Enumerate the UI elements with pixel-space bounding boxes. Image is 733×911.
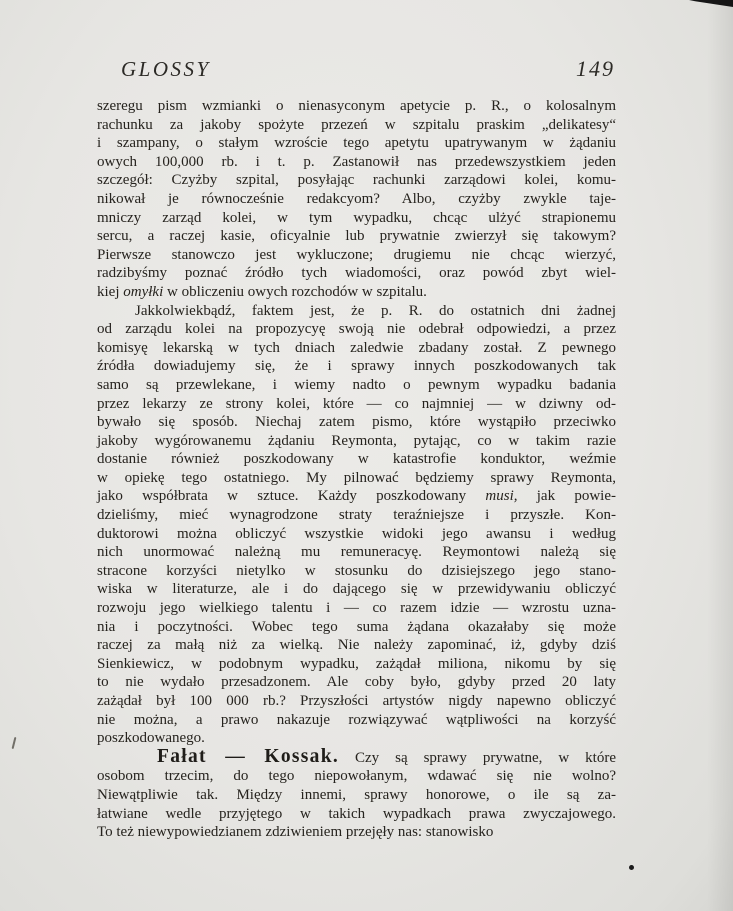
body-text: nikował je równocześnie redakcyom? Albo, czyżby zwykle taje- [97, 190, 616, 207]
entry-heading: Fałat — Kossak. [157, 745, 340, 767]
body-text: i szampany, o stałym wzroście tego apetytu upatrywanym w żądaniu [97, 135, 616, 152]
text-block [97, 97, 616, 842]
text-line [97, 134, 616, 153]
body-text: przez lekarzy ze strony kolei, które — co najmniej — w dziwny od- [97, 395, 616, 412]
body-text: sercu, a raczej kasie, oficyalnie lub prywatnie zwierzył się takowym? [97, 228, 616, 245]
text-line [97, 302, 616, 321]
text-line [97, 283, 616, 302]
text-line [97, 227, 616, 246]
body-text: poszkodowanego. [97, 730, 205, 747]
text-line [97, 209, 616, 228]
body-text: zażądał był 100 000 rb.? Przyszłości artystów nigdy napewno obliczyć [97, 693, 616, 709]
text-line [97, 805, 616, 824]
emphasis-text: musi, [485, 488, 518, 505]
text-line [97, 767, 616, 786]
body-text: jak powie- [517, 488, 616, 505]
text-line [97, 506, 616, 525]
body-text: rachunku za jakoby spożyte przezeń w szpitalu praskim „delikatesy“ [97, 116, 616, 133]
body-text: w obliczeniu owych rozchodów w szpitalu. [163, 283, 427, 300]
body-text: bywało się sposób. Niechaj zatem pismo, które wystąpiło przeciwko [97, 414, 616, 431]
pen-mark-artifact [12, 737, 17, 749]
text-line [97, 786, 616, 805]
body-text: od zarządu kolei na propozycyę swoją nie odebrał odpowiedzi, a przez [97, 321, 616, 338]
text-line [97, 171, 616, 190]
body-text: owych 100,000 rb. i t. p. Zastanowił nas przedewszystkiem jeden [97, 153, 616, 170]
text-line [97, 469, 616, 488]
text-line [97, 432, 616, 451]
body-text: samo są przewlekane, i wiemy nadto o pewnym wypadku badania [97, 376, 616, 393]
body-text: źródła dowiadujemy się, że i sprawy innych poszkodowanych tak [97, 358, 616, 375]
text-line [97, 320, 616, 339]
text-line [97, 339, 616, 358]
text-line [97, 413, 616, 432]
body-text: osobom trzecim, do tego niepowołanym, wdawać się nie wolno? [97, 768, 616, 785]
body-text: Czy są sprawy prywatne, w które [339, 749, 616, 766]
body-text: dzieliśmy, mieć wynagrodzone straty teraźniejsze i przyszłe. Kon- [97, 507, 616, 524]
body-text: nia i poczytności. Wobec tego suma żądana okazałaby się może [97, 618, 616, 635]
text-line [97, 599, 616, 618]
text-line [97, 450, 616, 469]
text-line [97, 580, 616, 599]
body-text: Jakkolwiekbądź, faktem jest, że p. R. do ostatnich dni żadnej [135, 302, 616, 319]
body-text: Pierwsze stanowczo jest wykluczone; drugiemu nie chcąc wierzyć, [97, 246, 616, 263]
text-line [97, 357, 616, 376]
text-line [97, 395, 616, 414]
body-text: mniczy zarząd kolei, w tym wypadku, chcąc ulżyć strapionemu [97, 209, 616, 226]
text-line [97, 745, 616, 768]
text-line [97, 655, 616, 674]
body-text: szeregu pism wzmianki o nienasyconym apetycie p. R., o kolosalnym [97, 98, 616, 114]
text-line [97, 525, 616, 544]
text-line [97, 618, 616, 637]
body-text: stracone korzyści nietylko w stosunku do dzisiejszego jego stano- [97, 562, 616, 579]
body-text: to nie wydało przesadzonem. Ale coby było, gdyby przed 20 laty [97, 674, 616, 691]
emphasis-text: omyłki [123, 283, 164, 300]
body-text: kiej [97, 283, 124, 300]
body-text: w opiekę tego ostatniego. My pilnować będziemy sprawy Reymonta, [97, 469, 616, 486]
text-line [97, 264, 616, 283]
ink-dot-artifact [629, 865, 634, 870]
body-text: szczegół: Czyżby szpital, posyłając rachunki zarządowi kolei, komu- [97, 172, 616, 189]
text-line [97, 562, 616, 581]
text-line [97, 153, 616, 172]
body-text: łatwiane wedle przyjętego w takich wypadkach prawa zwyczajowego. [97, 805, 616, 822]
text-line [97, 376, 616, 395]
text-line [97, 246, 616, 265]
text-line [97, 823, 616, 842]
body-text: radzibyśmy poznać źródło tych wiadomości, oraz powód zbyt wiel- [97, 265, 616, 282]
text-line [97, 692, 616, 711]
text-line [97, 673, 616, 692]
text-line [97, 190, 616, 209]
body-text: To też niewypowiedzianem zdziwieniem przejęły nas: stanowisko [97, 824, 494, 841]
body-text: jako współbrata w sztuce. Każdy poszkodowany [97, 488, 486, 505]
paragraph [97, 745, 616, 842]
body-text: duktorowi można obliczyć wszystkie widoki jego awansu i według [97, 525, 616, 542]
text-line [97, 711, 616, 730]
body-text: raczej za małą niż za wielką. Nie należy zapominać, iż, gdyby dziś [97, 637, 616, 654]
body-text: wiska w literaturze, ale i do dającego się w przewidywaniu obliczyć [97, 581, 616, 598]
running-head [121, 56, 615, 82]
text-line [97, 543, 616, 562]
body-text: dostanie również poszkodowany w katastrofie konduktor, weźmie [97, 451, 616, 468]
body-text: komisyę lekarską w tych dniach zaledwie zbadany został. Z pewnego [97, 339, 616, 356]
body-text: Sienkiewicz, w podobnym wypadku, zażądał miliona, nikomu by się [97, 655, 616, 672]
page-title: GLOSSY [121, 57, 211, 81]
body-text: Niewątpliwie tak. Między innemi, sprawy honorowe, o ile są za- [97, 786, 616, 803]
text-line [97, 636, 616, 655]
text-line [97, 116, 616, 135]
body-text: jakoby wygórowanemu żądaniu Reymonta, pytając, co w takim razie [97, 432, 616, 449]
paragraph [97, 302, 616, 748]
scan-edge-artifact [689, 0, 733, 7]
page-number: 149 [576, 56, 615, 81]
paragraph [97, 97, 616, 302]
text-line [97, 97, 616, 116]
body-text: nie można, a prawo nakazuje rozwiązywać wątpliwości na korzyść [97, 711, 616, 728]
text-line [97, 487, 616, 506]
body-text: nich unormować należną mu remuneracyę. Reymontowi należą się [97, 544, 616, 561]
body-text: rozwoju jego wielkiego talentu i — co razem idzie — wzrostu uzna- [97, 600, 616, 617]
